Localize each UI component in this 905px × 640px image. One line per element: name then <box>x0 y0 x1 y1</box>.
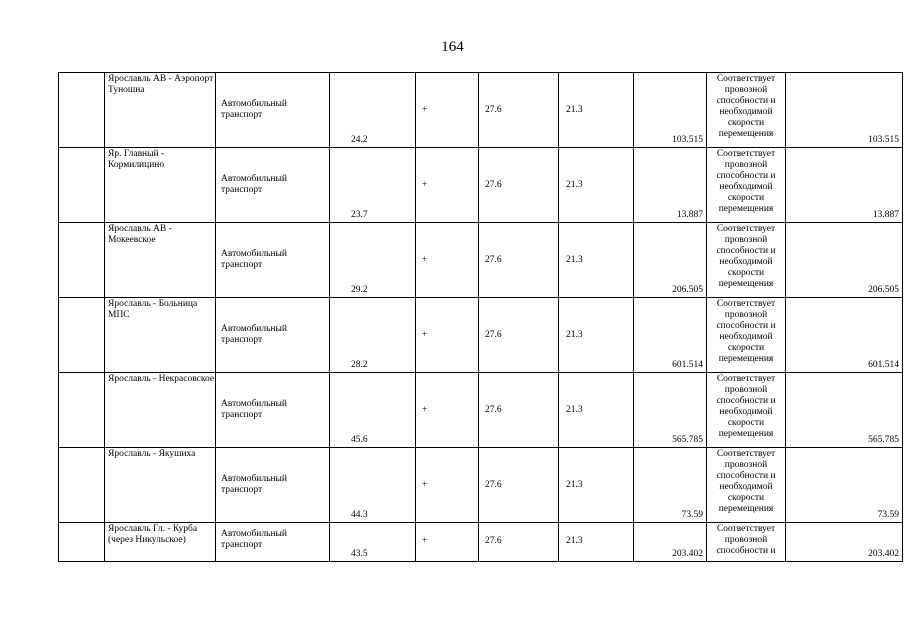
value2-cell <box>559 298 634 373</box>
passenger-volume: 203.402 <box>672 549 703 559</box>
mode-cell <box>216 448 330 523</box>
conformity-text: Соответствует провозной способности и необходимой скорости перемещения <box>716 74 776 139</box>
table-row <box>59 373 903 448</box>
route-name: Ярославль АВ - Аэропорт Туношна <box>108 74 214 95</box>
route-name: Ярославль - Некрасовское <box>108 374 215 384</box>
length-cell <box>330 73 416 148</box>
passenger-volume: 13.887 <box>676 210 703 220</box>
route-name: Ярославль Гл. - Курба (через Никульское) <box>108 524 198 545</box>
length-cell <box>330 223 416 298</box>
value2-cell <box>559 223 634 298</box>
conformity-cell <box>707 373 786 448</box>
value2-cell <box>559 73 634 148</box>
conformity-cell <box>707 298 786 373</box>
value1-cell <box>479 298 559 373</box>
passengers-cell <box>634 298 707 373</box>
conformity-text: Соответствует провозной способности и необходимой скорости перемещения <box>716 299 776 364</box>
route-cell <box>105 148 216 223</box>
route-length: 29.2 <box>351 285 368 295</box>
value-2: 21.3 <box>566 330 583 340</box>
value-1: 27.6 <box>485 255 502 265</box>
passengers-cell <box>634 448 707 523</box>
value1-cell <box>479 448 559 523</box>
mark-cell <box>416 448 479 523</box>
page-number: 164 <box>441 39 464 55</box>
empty-cell <box>59 73 105 148</box>
mode-cell <box>216 148 330 223</box>
passenger-volume: 565.785 <box>672 435 703 445</box>
table-row <box>59 523 903 562</box>
plus-mark: + <box>422 105 428 115</box>
plus-mark: + <box>422 255 428 265</box>
route-name: Ярославль - Больница МПС <box>108 299 198 320</box>
mode-cell <box>216 298 330 373</box>
mode-cell <box>216 373 330 448</box>
transport-mode: Автомобильный транспорт <box>221 399 288 420</box>
value2-cell <box>559 523 634 562</box>
passenger-volume: 601.514 <box>672 360 703 370</box>
conformity-text: Соответствует провозной способности и необходимой скорости перемещения <box>716 149 776 214</box>
value-1: 27.6 <box>485 536 502 546</box>
passengers-cell <box>634 73 707 148</box>
plus-mark: + <box>422 405 428 415</box>
route-length: 43.5 <box>351 549 368 559</box>
mode-cell <box>216 523 330 562</box>
length-cell <box>330 523 416 562</box>
value2-cell <box>559 373 634 448</box>
passengers2-cell <box>786 298 903 373</box>
conformity-cell <box>707 73 786 148</box>
value-2: 21.3 <box>566 180 583 190</box>
conformity-cell <box>707 223 786 298</box>
value-2: 21.3 <box>566 536 583 546</box>
route-cell <box>105 298 216 373</box>
passenger-volume-2: 13.887 <box>872 210 899 220</box>
value-1: 27.6 <box>485 405 502 415</box>
value-2: 21.3 <box>566 105 583 115</box>
transport-mode: Автомобильный транспорт <box>221 174 288 195</box>
empty-cell <box>59 298 105 373</box>
route-name: Яр. Главный - Кормилицино <box>108 149 165 170</box>
value-2: 21.3 <box>566 480 583 490</box>
route-length: 28.2 <box>351 360 368 370</box>
conformity-cell <box>707 448 786 523</box>
transport-mode: Автомобильный транспорт <box>221 249 288 270</box>
transport-mode: Автомобильный транспорт <box>221 529 288 550</box>
mode-cell <box>216 223 330 298</box>
passenger-volume-2: 203.402 <box>868 549 899 559</box>
passenger-volume-2: 601.514 <box>868 360 899 370</box>
passengers-cell <box>634 373 707 448</box>
value-2: 21.3 <box>566 405 583 415</box>
route-name: Ярославль АВ - Мокеевское <box>108 224 172 245</box>
table-row <box>59 73 903 148</box>
route-length: 45.6 <box>351 435 368 445</box>
route-cell <box>105 523 216 562</box>
passengers2-cell <box>786 148 903 223</box>
table-row <box>59 223 903 298</box>
value-1: 27.6 <box>485 330 502 340</box>
conformity-text: Соответствует провозной способности и необходимой скорости перемещения <box>716 224 776 289</box>
transport-mode: Автомобильный транспорт <box>221 324 288 345</box>
mark-cell <box>416 298 479 373</box>
empty-cell <box>59 523 105 562</box>
passenger-volume-2: 206.505 <box>868 285 899 295</box>
empty-cell <box>59 373 105 448</box>
route-length: 44.3 <box>351 510 368 520</box>
empty-cell <box>59 448 105 523</box>
length-cell <box>330 148 416 223</box>
passengers-cell <box>634 148 707 223</box>
route-length: 23.7 <box>351 210 368 220</box>
value1-cell <box>479 73 559 148</box>
table-row <box>59 448 903 523</box>
passengers-cell <box>634 523 707 562</box>
conformity-cell <box>707 148 786 223</box>
conformity-text: Соответствует провозной способности и необходимой скорости перемещения <box>716 374 776 439</box>
value2-cell <box>559 148 634 223</box>
route-length: 24.2 <box>351 135 368 145</box>
value-1: 27.6 <box>485 480 502 490</box>
passengers-cell <box>634 223 707 298</box>
mark-cell <box>416 523 479 562</box>
plus-mark: + <box>422 536 428 546</box>
transport-mode: Автомобильный транспорт <box>221 99 288 120</box>
passenger-volume-2: 73.59 <box>877 510 899 520</box>
table-row <box>59 148 903 223</box>
value1-cell <box>479 148 559 223</box>
length-cell <box>330 298 416 373</box>
value-2: 21.3 <box>566 255 583 265</box>
passenger-volume-2: 103.515 <box>868 135 899 145</box>
mark-cell <box>416 373 479 448</box>
passenger-volume: 206.505 <box>672 285 703 295</box>
route-cell <box>105 373 216 448</box>
table-row <box>59 298 903 373</box>
passengers2-cell <box>786 448 903 523</box>
passengers2-cell <box>786 373 903 448</box>
length-cell <box>330 448 416 523</box>
plus-mark: + <box>422 180 428 190</box>
mark-cell <box>416 223 479 298</box>
value-1: 27.6 <box>485 105 502 115</box>
value1-cell <box>479 373 559 448</box>
empty-cell <box>59 148 105 223</box>
route-cell <box>105 448 216 523</box>
conformity-text: Соответствует провозной способности и необходимой скорости перемещения <box>716 449 776 514</box>
passenger-volume: 103.515 <box>672 135 703 145</box>
mark-cell <box>416 148 479 223</box>
conformity-cell <box>707 523 786 562</box>
transport-mode: Автомобильный транспорт <box>221 474 288 495</box>
mark-cell <box>416 73 479 148</box>
passengers2-cell <box>786 523 903 562</box>
length-cell <box>330 373 416 448</box>
value-1: 27.6 <box>485 180 502 190</box>
mode-cell <box>216 73 330 148</box>
passengers2-cell <box>786 223 903 298</box>
route-cell <box>105 73 216 148</box>
passenger-volume-2: 565.785 <box>868 435 899 445</box>
plus-mark: + <box>422 330 428 340</box>
conformity-text: Соответствует провозной способности и <box>716 524 776 556</box>
routes-table <box>58 72 903 562</box>
plus-mark: + <box>422 480 428 490</box>
passengers2-cell <box>786 73 903 148</box>
value1-cell <box>479 223 559 298</box>
route-cell <box>105 223 216 298</box>
passenger-volume: 73.59 <box>681 510 703 520</box>
value2-cell <box>559 448 634 523</box>
empty-cell <box>59 223 105 298</box>
route-name: Ярославль - Якушиха <box>108 449 196 459</box>
value1-cell <box>479 523 559 562</box>
table-body <box>59 73 903 562</box>
